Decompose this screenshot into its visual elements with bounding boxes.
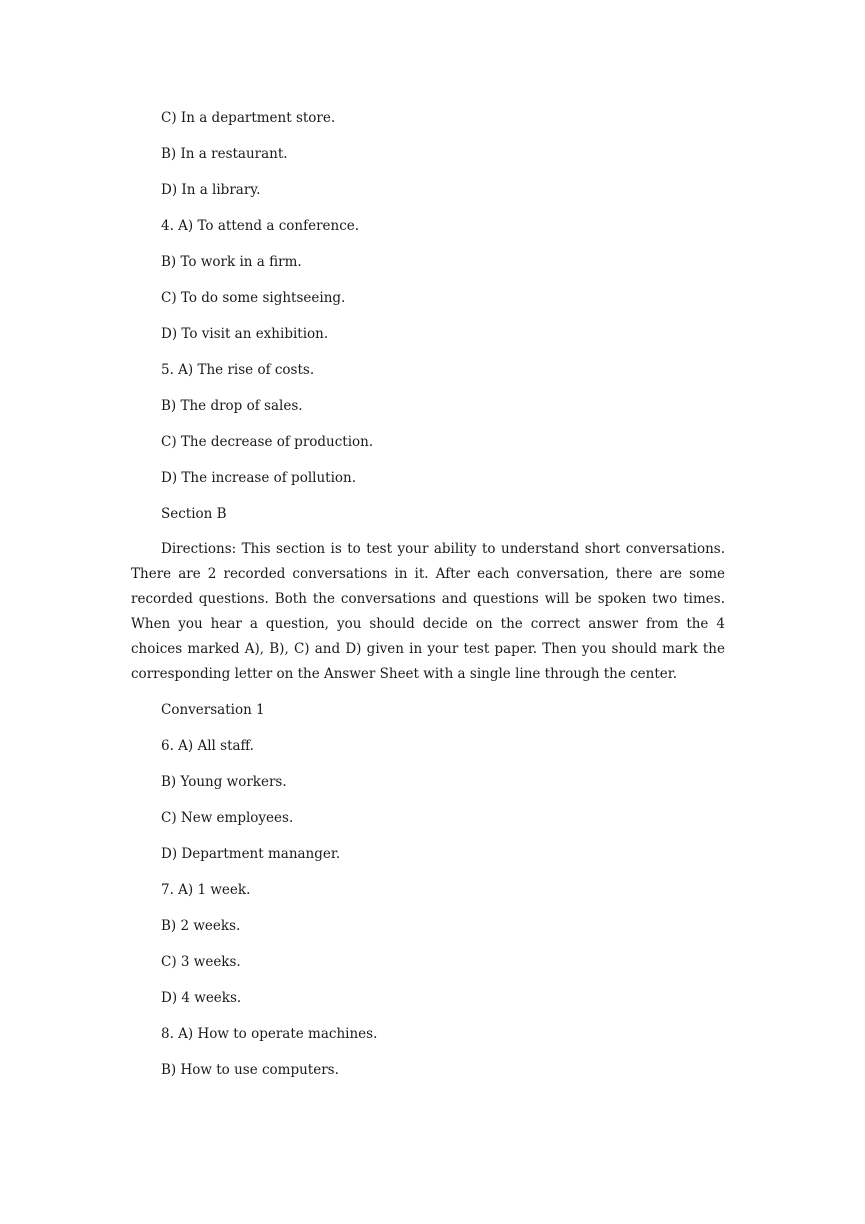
option-8b: B) How to use computers. [161,1062,339,1078]
option-4b: B) To work in a firm. [161,254,302,270]
option-3b: B) In a restaurant. [161,146,288,162]
section-heading: Section B [161,506,227,522]
option-5b: B) The drop of sales. [161,398,303,414]
option-4c: C) To do some sightseeing. [161,290,346,306]
question-5-option-a: 5. A) The rise of costs. [161,362,315,378]
option-5d: D) The increase of pollution. [161,470,357,486]
question-6-option-a: 6. A) All staff. [161,738,254,754]
question-8-option-a: 8. A) How to operate machines. [161,1026,378,1042]
option-7c: C) 3 weeks. [161,954,241,970]
question-7-option-a: 7. A) 1 week. [161,882,251,898]
option-4d: D) To visit an exhibition. [161,326,329,342]
question-4-option-a: 4. A) To attend a conference. [161,218,360,234]
document-content [131,108,725,1096]
option-7d: D) 4 weeks. [161,990,242,1006]
option-6c: C) New employees. [161,810,294,826]
option-6d: D) Department mananger. [161,846,341,862]
option-5c: C) The decrease of production. [161,434,374,450]
conversation-heading: Conversation 1 [161,702,265,718]
option-6b: B) Young workers. [161,774,287,790]
option-3d: D) In a library. [161,182,261,198]
directions-paragraph: Directions: This section is to test your ability to understand short conversations. There are 2 recorded conversations in it. After each conversation, there are some recorded questions. Both the conversations and questions will be spoken two times. When you hear a question, you should decide on the correct answer from the 4 choices marked A), B), C) and D) given in your test paper. Then you should mark the corresponding letter on the Answer Sheet with a single line through the center. [131,541,725,682]
option-7b: B) 2 weeks. [161,918,241,934]
option-3c: C) In a department store. [161,110,336,126]
